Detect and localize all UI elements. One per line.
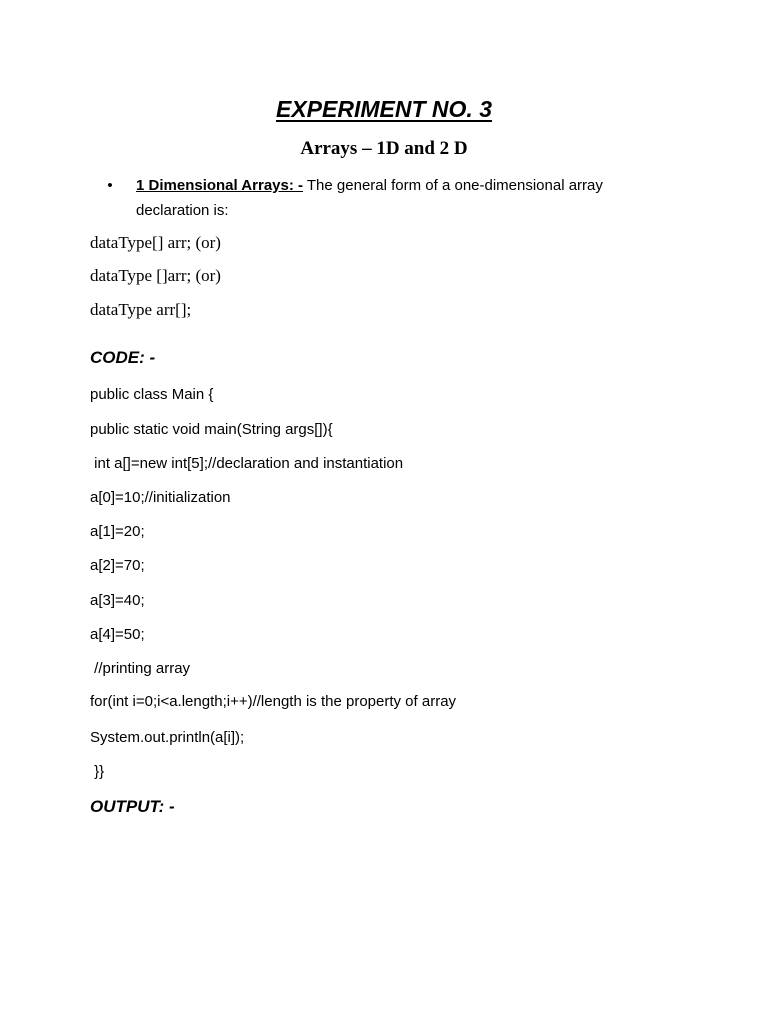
declaration-line: dataType[] arr; (or) <box>90 233 221 252</box>
bullet-icon: • <box>107 177 113 194</box>
declaration-line: dataType arr[]; <box>90 300 192 319</box>
bullet-item-1d-arrays <box>107 173 672 223</box>
code-line: }} <box>90 763 105 780</box>
code-line: int a[]=new int[5];//declaration and instantiation <box>90 455 404 472</box>
code-line: public static void main(String args[]){ <box>90 421 333 438</box>
code-line: a[0]=10;//initialization <box>90 489 231 506</box>
bullet-description: The general form of a one-dimensional array declaration is: <box>136 177 603 219</box>
code-line: //printing array <box>90 660 191 677</box>
code-line: a[2]=70; <box>90 557 145 574</box>
code-line: public class Main { <box>90 386 214 403</box>
bullet-heading: 1 Dimensional Arrays: - <box>136 177 303 194</box>
code-line: a[3]=40; <box>90 592 145 609</box>
code-line: a[1]=20; <box>90 523 145 540</box>
bullet-text-block <box>136 173 672 223</box>
experiment-title: EXPERIMENT NO. 3 <box>276 96 492 122</box>
code-line: System.out.println(a[i]); <box>90 729 245 746</box>
code-line: a[4]=50; <box>90 626 145 643</box>
code-line: for(int i=0;i<a.length;i++)//length is the property of array <box>90 693 457 710</box>
declaration-line: dataType []arr; (or) <box>90 266 221 285</box>
code-heading: CODE: - <box>90 348 156 367</box>
experiment-subtitle: Arrays – 1D and 2 D <box>300 138 468 159</box>
output-heading: OUTPUT: - <box>90 797 175 816</box>
